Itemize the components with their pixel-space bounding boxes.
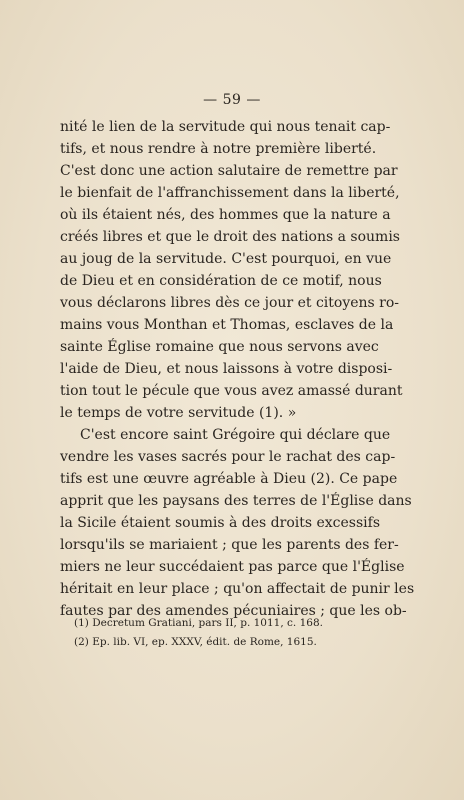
- text-line: l'aide de Dieu, et nous laissons à votre disposi-: [60, 361, 393, 377]
- text-line: C'est donc une action salutaire de remettre par: [60, 163, 398, 179]
- paragraph-2: [60, 424, 415, 622]
- footnote-2: (2) Ep. lib. VI, ep. XXXV, édit. de Rome, 1615.: [74, 636, 317, 648]
- text-line: vendre les vases sacrés pour le rachat des cap-: [60, 449, 396, 465]
- body-text: [60, 116, 415, 622]
- text-line: héritait en leur place ; qu'on affectait de punir les: [60, 581, 415, 597]
- text-line: au joug de la servitude. C'est pourquoi, en vue: [60, 251, 392, 267]
- text-line: fautes par des amendes pécuniaires ; que les ob-: [60, 603, 407, 619]
- text-line: lorsqu'ils se mariaient ; que les parents des fer-: [60, 537, 399, 553]
- text-line: où ils étaient nés, des hommes que la nature a: [60, 207, 391, 223]
- text-line: la Sicile étaient soumis à des droits excessifs: [60, 515, 381, 531]
- page-number: — 59 —: [203, 92, 261, 108]
- footnotes: [74, 614, 364, 652]
- text-line: de Dieu et en considération de ce motif, nous: [60, 273, 382, 289]
- text-line: tifs est une œuvre agréable à Dieu (2). Ce pape: [60, 471, 398, 487]
- text-line: vous déclarons libres dès ce jour et citoyens ro-: [60, 295, 400, 311]
- text-line: C'est encore saint Grégoire qui déclare que: [80, 427, 391, 443]
- text-line: sainte Église romaine que nous servons avec: [60, 339, 379, 355]
- text-line: tifs, et nous rendre à notre première liberté.: [60, 141, 377, 157]
- footnote-1: (1) Decretum Gratiani, pars II, p. 1011, c. 168.: [74, 617, 323, 629]
- paragraph-1: [60, 116, 403, 424]
- text-line: apprit que les paysans des terres de l'Église dans: [60, 493, 412, 509]
- text-line: tion tout le pécule que vous avez amassé durant: [60, 383, 403, 399]
- text-line: nité le lien de la servitude qui nous tenait cap-: [60, 119, 391, 135]
- text-line: miers ne leur succédaient pas parce que l'Église: [60, 559, 405, 575]
- text-line: le bienfait de l'affranchissement dans la liberté,: [60, 185, 400, 201]
- text-line: mains vous Monthan et Thomas, esclaves de la: [60, 317, 394, 333]
- text-line: le temps de votre servitude (1). »: [60, 405, 297, 421]
- text-line: créés libres et que le droit des nations a soumis: [60, 229, 400, 245]
